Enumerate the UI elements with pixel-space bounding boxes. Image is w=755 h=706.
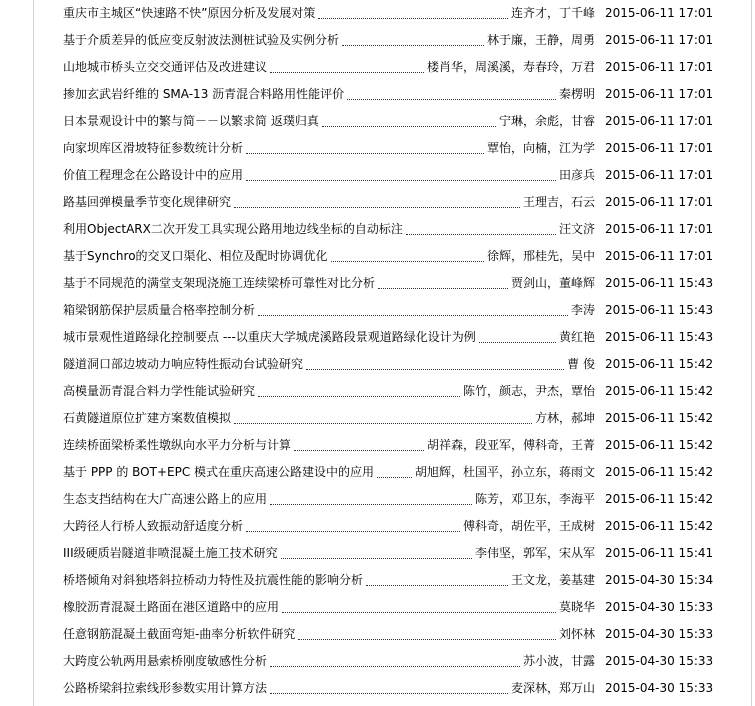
article-entry [63,621,595,648]
article-title-link[interactable]: 基于 PPP 的 BOT+EPC 模式在重庆高速公路建设中的应用 [63,465,375,479]
article-title-link[interactable]: 箱梁钢筋保护层质量合格率控制分析 [63,303,256,317]
article-date: 2015-06-11 15:42 [605,492,714,506]
dot-leader [298,638,556,640]
article-entry [63,270,595,297]
dot-leader [377,476,412,478]
article-row [63,27,751,54]
article-entry [63,513,595,540]
dot-leader [246,152,484,154]
article-row [63,432,751,459]
article-title-link[interactable]: 向家坝库区滑坡特征参数统计分析 [63,141,244,155]
article-authors: 苏小波，甘露 [522,654,595,668]
article-authors: 胡祥森，段亚军，傅科奇，王菁 [426,438,595,452]
article-date: 2015-06-11 17:01 [605,60,714,74]
article-row [63,378,751,405]
article-row [63,513,751,540]
article-title-link[interactable]: 连续桥面梁桥柔性墩纵向水平力分析与计算 [63,438,292,452]
article-title-link[interactable]: 隧道洞口部边坡动力响应特性振动台试验研究 [63,357,304,371]
article-date: 2015-06-11 17:01 [605,249,714,263]
article-entry [63,297,595,324]
dot-leader [246,179,556,181]
article-row [63,351,751,378]
article-date: 2015-06-11 15:43 [605,330,714,344]
article-row [63,567,751,594]
article-row [63,108,751,135]
article-date: 2015-06-11 15:42 [605,519,714,533]
article-row [63,216,751,243]
article-entry [63,135,595,162]
article-title-link[interactable]: III级硬质岩隧道非喷混凝土施工技术研究 [63,546,278,560]
article-authors: 李伟坚，郭军，宋从军 [474,546,595,560]
article-entry [63,216,595,243]
article-row [63,621,751,648]
article-date: 2015-06-11 15:42 [605,411,714,425]
article-list [63,0,751,702]
article-row [63,81,751,108]
dot-leader [270,665,520,667]
article-title-link[interactable]: 生态支挡结构在大广高速公路上的应用 [63,492,268,506]
article-title-link[interactable]: 路基回弹模量季节变化规律研究 [63,195,232,209]
article-date: 2015-04-30 15:33 [605,600,714,614]
dot-leader [306,368,564,370]
article-date: 2015-06-11 17:01 [605,87,714,101]
article-date: 2015-06-11 15:42 [605,357,714,371]
article-title-link[interactable]: 重庆市主城区“快速路不快”原因分析及发展对策 [63,6,316,20]
article-authors: 连齐才，丁千峰 [510,6,595,20]
article-authors: 林于廉，王静，周勇 [486,33,595,47]
article-date: 2015-06-11 17:01 [605,6,714,20]
article-entry [63,27,595,54]
article-entry [63,189,595,216]
article-authors: 宁琳，余彪，甘睿 [498,114,595,128]
article-title-link[interactable]: 山地城市桥头立交交通评估及改进建议 [63,60,268,74]
article-entry [63,243,595,270]
article-date: 2015-04-30 15:34 [605,573,714,587]
article-entry [63,405,595,432]
article-authors: 王文龙，姜基建 [510,573,595,587]
dot-leader [258,314,568,316]
article-date: 2015-06-11 15:42 [605,465,714,479]
dot-leader [378,287,508,289]
dot-leader [294,449,424,451]
article-authors: 麦深林，郑万山 [510,681,595,695]
article-authors: 汪文济 [558,222,595,236]
article-list-panel [33,0,752,706]
dot-leader [342,44,484,46]
article-authors: 楼肖华，周溪溪，寿春玲，万君 [426,60,595,74]
dot-leader [282,611,556,613]
article-date: 2015-04-30 15:33 [605,627,714,641]
article-entry [63,432,595,459]
dot-leader [318,17,508,19]
article-row [63,324,751,351]
article-row [63,297,751,324]
article-authors: 莫晓华 [558,600,595,614]
dot-leader [234,422,532,424]
article-title-link[interactable]: 价值工程理念在公路设计中的应用 [63,168,244,182]
article-date: 2015-06-11 17:01 [605,141,714,155]
article-title-link[interactable]: 日本景观设计中的繁与简－－以繁求简 返璞归真 [63,114,319,128]
article-row [63,189,751,216]
dot-leader [366,584,508,586]
article-entry [63,54,595,81]
article-entry [63,540,595,567]
article-authors: 曹 俊 [567,357,595,371]
article-date: 2015-06-11 15:43 [605,276,714,290]
article-row [63,594,751,621]
article-authors: 田彦兵 [558,168,595,182]
dot-leader [270,692,508,694]
article-date: 2015-06-11 17:01 [605,195,714,209]
article-title-link[interactable]: 石黄隧道原位扩建方案数值模拟 [63,411,232,425]
article-row [63,270,751,297]
article-authors: 陈竹，颜志，尹杰，覃怡 [462,384,595,398]
article-date: 2015-06-11 15:43 [605,303,714,317]
article-authors: 刘怀林 [558,627,595,641]
article-entry [63,567,595,594]
dot-leader [270,503,472,505]
article-title-link[interactable]: 高模量沥青混合料力学性能试验研究 [63,384,256,398]
article-title-link[interactable]: 利用ObjectARX二次开发工具实现公路用地边线坐标的自动标注 [63,222,403,236]
dot-leader [270,71,424,73]
article-authors: 贾剑山，董峰辉 [510,276,595,290]
article-entry [63,648,595,675]
article-title-link[interactable]: 掺加玄武岩纤维的 SMA-13 沥青混合料路用性能评价 [63,87,345,101]
article-row [63,0,751,27]
article-date: 2015-06-11 15:42 [605,438,714,452]
article-authors: 胡旭辉，杜国平，孙立东，蒋雨文 [414,465,595,479]
article-row [63,243,751,270]
article-date: 2015-06-11 17:01 [605,33,714,47]
article-title-link[interactable]: 任意钢筋混凝土截面弯矩-曲率分析软件研究 [63,627,296,641]
article-entry [63,108,595,135]
article-row [63,675,751,702]
article-row [63,162,751,189]
article-authors: 王理吉，石云 [522,195,595,209]
article-entry [63,0,595,27]
article-authors: 李涛 [570,303,595,317]
article-date: 2015-06-11 15:41 [605,546,714,560]
article-title-link[interactable]: 基于介质差异的低应变反射波法测桩试验及实例分析 [63,33,340,47]
article-date: 2015-04-30 15:33 [605,654,714,668]
dot-leader [234,206,520,208]
article-row [63,648,751,675]
article-title-link[interactable]: 城市景观性道路绿化控制要点 ---以重庆大学城虎溪路段景观道路绿化设计为例 [63,330,476,344]
article-entry [63,324,595,351]
dot-leader [246,530,460,532]
article-entry [63,378,595,405]
article-title-link[interactable]: 大跨度公轨两用悬索桥刚度敏感性分析 [63,654,268,668]
article-title-link[interactable]: 基于Synchro的交叉口渠化、相位及配时协调优化 [63,249,328,263]
article-row [63,540,751,567]
article-title-link[interactable]: 橡胶沥青混凝土路面在港区道路中的应用 [63,600,280,614]
article-authors: 徐辉，邢桂先，吴中 [486,249,595,263]
dot-leader [322,125,496,127]
dot-leader [347,98,556,100]
article-authors: 覃怡，向楠，江为学 [486,141,595,155]
article-entry [63,675,595,702]
article-entry [63,351,595,378]
article-authors: 黄红艳 [558,330,595,344]
article-authors: 陈芳，邓卫东，李海平 [474,492,595,506]
article-row [63,459,751,486]
article-entry [63,459,595,486]
article-row [63,135,751,162]
dot-leader [331,260,484,262]
dot-leader [281,557,472,559]
article-date: 2015-06-11 17:01 [605,114,714,128]
article-entry [63,594,595,621]
article-row [63,405,751,432]
article-authors: 方林，郝坤 [534,411,595,425]
article-date: 2015-06-11 17:01 [605,168,714,182]
article-date: 2015-06-11 17:01 [605,222,714,236]
article-date: 2015-06-11 15:42 [605,384,714,398]
article-date: 2015-04-30 15:33 [605,681,714,695]
article-title-link[interactable]: 大跨径人行桥人致振动舒适度分析 [63,519,244,533]
dot-leader [406,233,556,235]
article-title-link[interactable]: 桥塔倾角对斜独塔斜拉桥动力特性及抗震性能的影响分析 [63,573,364,587]
article-title-link[interactable]: 公路桥梁斜拉索线形参数实用计算方法 [63,681,268,695]
article-entry [63,486,595,513]
article-entry [63,162,595,189]
dot-leader [258,395,460,397]
article-authors: 秦楞明 [558,87,595,101]
article-authors: 傅科奇，胡佐平，王成树 [462,519,595,533]
article-row [63,54,751,81]
dot-leader [479,341,556,343]
article-title-link[interactable]: 基于不同规范的满堂支架现浇施工连续梁桥可靠性对比分析 [63,276,376,290]
article-entry [63,81,595,108]
article-row [63,486,751,513]
